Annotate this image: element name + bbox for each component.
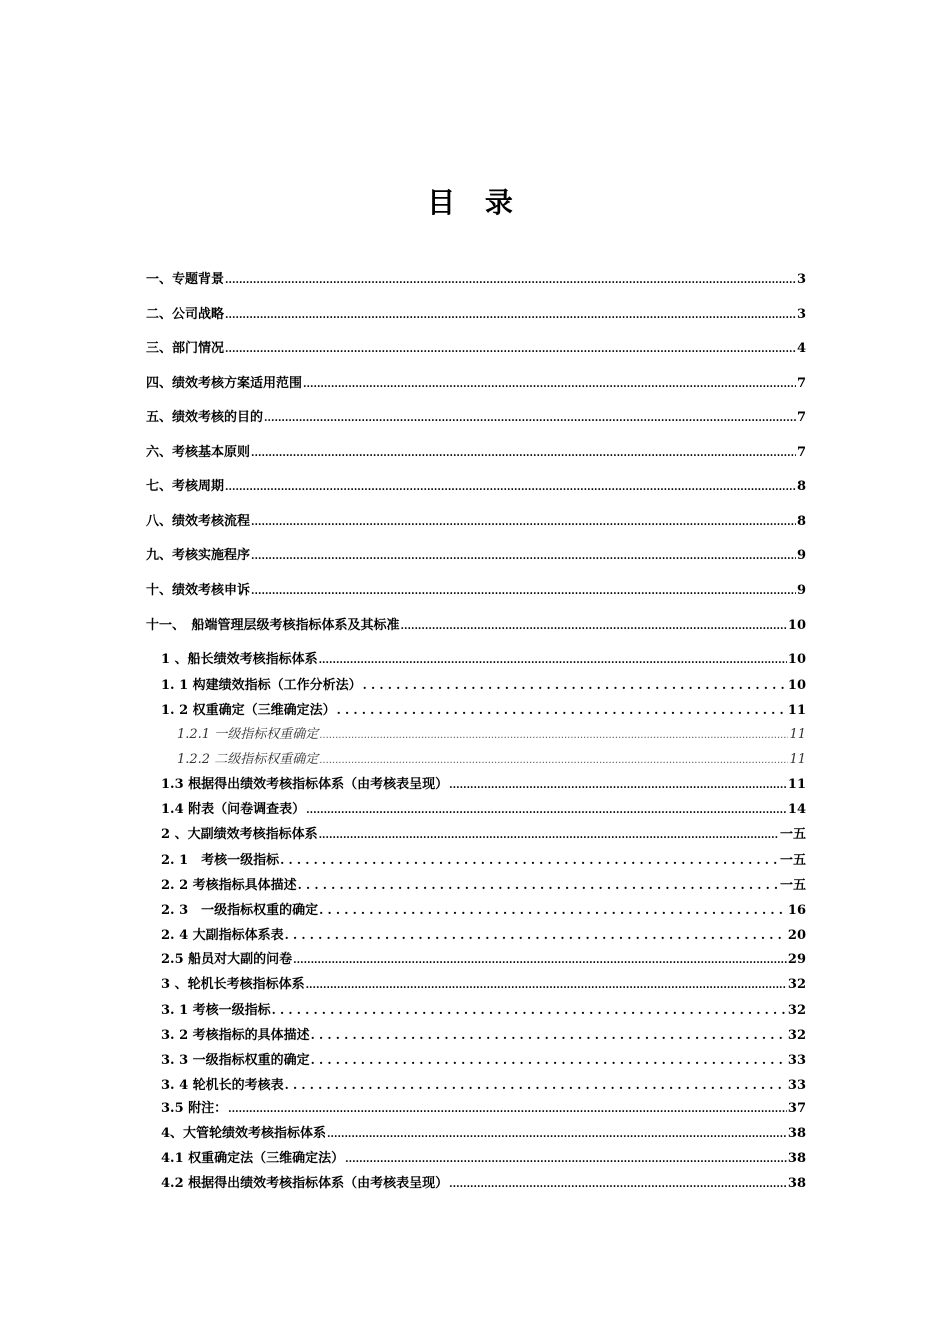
- toc-entry[interactable]: [146, 616, 806, 636]
- dot-leader: [293, 951, 787, 971]
- toc-entry-page: 7: [796, 376, 806, 391]
- dot-leader: [251, 513, 796, 533]
- dot-leader: [272, 1000, 787, 1022]
- toc-entry[interactable]: [161, 1050, 806, 1070]
- toc-entry-label: 3. 2 考核指标的具体描述: [161, 1028, 310, 1043]
- toc-entry-label: 1.4 附表（问卷调查表）: [161, 802, 306, 817]
- dot-leader: [285, 1075, 787, 1097]
- dot-leader: [363, 675, 787, 697]
- toc-entry-page: 38: [787, 1126, 806, 1141]
- toc-entry-label: 3. 1 考核一级指标: [161, 1003, 271, 1018]
- toc-entry-label: 1 、船长绩效考核指标体系: [161, 652, 318, 667]
- toc-entry-label: 1.2.1 一级指标权重确定: [177, 727, 319, 742]
- toc-entry[interactable]: [161, 875, 806, 895]
- toc-entry-page: 8: [796, 479, 806, 494]
- toc-entry-page: 10: [787, 678, 806, 693]
- toc-entry-label: 1. 2 权重确定（三维确定法）: [161, 703, 336, 718]
- toc-entry-page: 10: [787, 618, 806, 633]
- toc-entry-label: 三、部门情况: [146, 341, 225, 356]
- dot-leader: [280, 850, 779, 872]
- toc-entry-page: 33: [787, 1053, 806, 1068]
- toc-entry-label: 2. 3 一级指标权重的确定: [161, 903, 319, 918]
- toc-entry[interactable]: [161, 925, 806, 945]
- dot-leader: [319, 726, 788, 746]
- toc-entry-page: 32: [787, 1003, 806, 1018]
- toc-entry-page: 38: [787, 1151, 806, 1166]
- toc-entry[interactable]: [161, 1124, 806, 1144]
- toc-entry[interactable]: [161, 950, 806, 970]
- dot-leader: [337, 700, 787, 722]
- toc-entry-page: 11: [787, 777, 806, 792]
- dot-leader: [285, 925, 787, 947]
- dot-leader: [306, 801, 787, 821]
- toc-entry-label: 一、专题背景: [146, 272, 225, 287]
- toc-entry-label: 二、公司战略: [146, 307, 225, 322]
- dot-leader: [327, 1125, 787, 1145]
- toc-entry-label: 2. 1 考核一级指标: [161, 853, 280, 868]
- toc-entry-label: 4.2 根据得出绩效考核指标体系（由考核表呈现）: [161, 1176, 449, 1191]
- toc-entry-page: 7: [796, 445, 806, 460]
- dot-leader: [401, 617, 787, 637]
- toc-entry-label: 4.1 权重确定法（三维确定法）: [161, 1151, 345, 1166]
- toc-entry-page: 10: [787, 652, 806, 667]
- toc-entry[interactable]: [177, 750, 806, 770]
- toc-entry-label: 五、绩效考核的目的: [146, 410, 264, 425]
- dot-leader: [303, 375, 796, 395]
- toc-entry-label: 七、考核周期: [146, 479, 225, 494]
- dot-leader: [306, 976, 787, 996]
- toc-entry-page: 32: [787, 1028, 806, 1043]
- toc-entry-page: 20: [787, 928, 806, 943]
- toc-entry[interactable]: [161, 900, 806, 920]
- dot-leader: [319, 651, 787, 671]
- toc-entry[interactable]: [161, 775, 806, 795]
- toc-entry-page: 4: [796, 341, 806, 356]
- dot-leader: [319, 900, 787, 922]
- toc-entry-label: 3.5 附注：: [161, 1101, 228, 1116]
- dot-leader: [251, 582, 796, 602]
- toc-entry-page: 9: [796, 583, 806, 598]
- toc-entry-page: 11: [787, 703, 806, 718]
- toc-entry-label: 九、考核实施程序: [146, 548, 251, 563]
- toc-entry-page: 8: [796, 514, 806, 529]
- toc-entry[interactable]: [161, 1075, 806, 1095]
- toc-entry[interactable]: [146, 546, 806, 566]
- dot-leader: [345, 1150, 787, 1170]
- toc-entry-page: 16: [787, 903, 806, 918]
- dot-leader: [449, 1175, 787, 1195]
- toc-entry[interactable]: [161, 800, 806, 820]
- toc-entry-page: 一五: [779, 878, 806, 893]
- toc-entry-label: 十、绩效考核申诉: [146, 583, 251, 598]
- toc-entry[interactable]: [161, 650, 806, 670]
- toc-entry[interactable]: [146, 408, 806, 428]
- toc-entry-page: 3: [796, 307, 806, 322]
- toc-entry-page: 32: [787, 977, 806, 992]
- toc-entry-page: 7: [796, 410, 806, 425]
- toc-entry-label: 2. 2 考核指标具体描述: [161, 878, 297, 893]
- toc-entry-label: 3 、轮机长考核指标体系: [161, 977, 305, 992]
- toc-entry-label: 2 、大副绩效考核指标体系: [161, 827, 318, 842]
- toc-entry[interactable]: [177, 725, 806, 745]
- toc-entry[interactable]: [161, 1149, 806, 1169]
- toc-entry[interactable]: [146, 270, 806, 290]
- dot-leader: [225, 271, 796, 291]
- toc-entry[interactable]: [161, 1000, 806, 1020]
- toc-entry-page: 38: [787, 1176, 806, 1191]
- toc-entry-page: 一五: [779, 827, 806, 842]
- dot-leader: [319, 826, 779, 846]
- toc-entry-page: 一五: [779, 853, 806, 868]
- toc-entry[interactable]: [161, 975, 806, 995]
- toc-entry-page: 14: [787, 802, 806, 817]
- dot-leader: [311, 1050, 787, 1072]
- dot-leader: [319, 751, 788, 771]
- toc-entry[interactable]: [146, 512, 806, 532]
- toc-entry[interactable]: [161, 1025, 806, 1045]
- dot-leader: [225, 306, 796, 326]
- toc-entry-page: 29: [787, 952, 806, 967]
- dot-leader: [225, 478, 796, 498]
- toc-entry[interactable]: [146, 305, 806, 325]
- toc-entry-label: 4、大管轮绩效考核指标体系: [161, 1126, 327, 1141]
- dot-leader: [449, 776, 787, 796]
- toc-entry-page: 11: [789, 727, 806, 742]
- toc-entry-label: 2. 4 大副指标体系表: [161, 928, 284, 943]
- dot-leader: [311, 1025, 787, 1047]
- toc-entry[interactable]: [161, 825, 806, 845]
- dot-leader: [298, 875, 779, 897]
- toc-entry-page: 33: [787, 1078, 806, 1093]
- toc-entry[interactable]: [161, 700, 806, 720]
- dot-leader: [251, 547, 796, 567]
- toc-entry-page: 9: [796, 548, 806, 563]
- dot-leader: [251, 444, 796, 464]
- toc-entry[interactable]: [161, 1174, 806, 1194]
- toc-entry-label: 3. 3 一级指标权重的确定: [161, 1053, 310, 1068]
- toc-entry[interactable]: [146, 581, 806, 601]
- toc-entry-label: 四、绩效考核方案适用范围: [146, 376, 303, 391]
- toc-entry[interactable]: [161, 675, 806, 695]
- toc-entry-page: 3: [796, 272, 806, 287]
- toc-entry-page: 37: [787, 1101, 806, 1116]
- dot-leader: [264, 409, 796, 429]
- toc-entry[interactable]: [161, 850, 806, 870]
- toc-entry-page: 11: [789, 752, 806, 767]
- toc-entry-label: 1.3 根据得出绩效考核指标体系（由考核表呈现）: [161, 777, 449, 792]
- toc-entry[interactable]: [146, 443, 806, 463]
- toc-entry[interactable]: [146, 339, 806, 359]
- dot-leader: [228, 1100, 787, 1120]
- toc-entry-label: 1.2.2 二级指标权重确定: [177, 752, 319, 767]
- toc-entry[interactable]: [161, 1099, 806, 1119]
- toc-entry-label: 3. 4 轮机长的考核表: [161, 1078, 284, 1093]
- toc-entry-label: 2.5 船员对大副的问卷: [161, 952, 293, 967]
- dot-leader: [225, 340, 796, 360]
- toc-entry-label: 八、绩效考核流程: [146, 514, 251, 529]
- toc-entry-label: 六、考核基本原则: [146, 445, 251, 460]
- toc-entry[interactable]: [146, 374, 806, 394]
- toc-entry-label: 1. 1 构建绩效指标（工作分析法）: [161, 678, 362, 693]
- page-title: 目 录: [427, 186, 523, 219]
- toc-entry[interactable]: [146, 477, 806, 497]
- toc-entry-label: 十一、 船端管理层级考核指标体系及其标准: [146, 618, 400, 633]
